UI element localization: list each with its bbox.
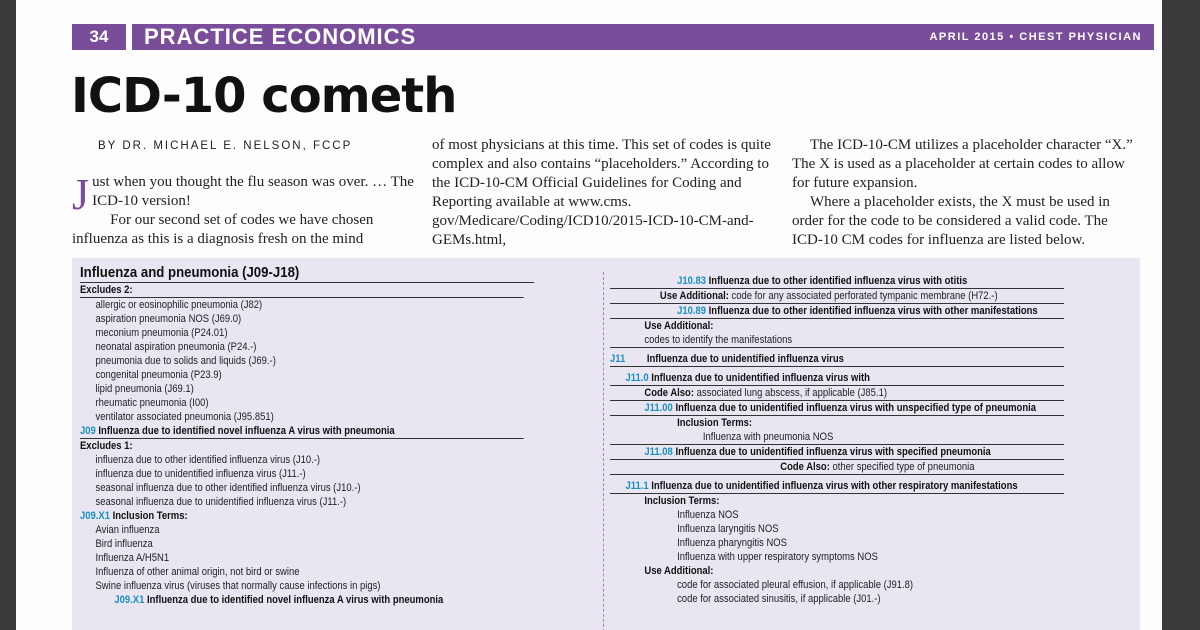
code-also-text: other specified type of pneumonia (832, 461, 975, 473)
code: J11.1 (625, 480, 649, 492)
list-item: Influenza NOS (677, 509, 739, 521)
byline: BY DR. MICHAEL E. NELSON, FCCP (98, 140, 353, 152)
list-item: allergic or eosinophilic pneumonia (J82) (95, 299, 263, 311)
list-item: congenital pneumonia (P23.9) (95, 369, 222, 381)
code-row-j1108 (610, 445, 1064, 460)
list-item: aspiration pneumonia NOS (J69.0) (95, 313, 242, 325)
use-additional-list (610, 578, 1138, 606)
code-row-j111 (610, 479, 1064, 494)
code-description: Influenza due to identified novel influenza A virus with pneumonia (147, 594, 444, 606)
inclusion-text: Influenza with pneumonia NOS (610, 430, 1064, 445)
list-item: neonatal aspiration pneumonia (P24.-) (95, 341, 257, 353)
code-row-j1083 (610, 274, 1064, 289)
list-item: pneumonia due to solids and liquids (J69.-) (95, 355, 276, 367)
code: J11.00 (644, 402, 673, 414)
list-item: Influenza pharyngitis NOS (677, 537, 787, 549)
list-item: code for associated sinusitis, if applicable (J01.-) (677, 593, 881, 605)
use-additional-label: Use Additional: (644, 565, 714, 577)
magazine-page (16, 0, 1162, 630)
code-row-j09 (80, 424, 524, 439)
article-column-1 (72, 170, 416, 249)
inclusion-label: Inclusion Terms: (644, 495, 720, 507)
code-also-text: associated lung abscess, if applicable (J85.1) (696, 387, 887, 399)
code-row-j09x1-pneumonia (80, 593, 524, 607)
code-row-j09x1 (80, 509, 524, 523)
article-column-2 (432, 136, 776, 250)
table-right-column (610, 274, 1138, 606)
list-item: seasonal influenza due to other identified influenza virus (J10.-) (95, 482, 361, 494)
use-additional-text: code for any associated perforated tympanic membrane (H72.-) (731, 290, 998, 302)
list-item: code for associated pleural effusion, if applicable (J91.8) (677, 579, 914, 591)
code: J10.83 (677, 275, 707, 287)
excludes-label: Excludes 2: (80, 283, 524, 298)
code: J09.X1 (80, 510, 110, 522)
list-item: seasonal influenza due to unidentified influenza virus (J11.-) (95, 496, 347, 508)
use-additional-row (610, 289, 1064, 304)
code-description: Influenza due to unidentified influenza virus with (651, 372, 870, 384)
code: J09.X1 (114, 594, 145, 606)
excludes-label: Excludes 1: (80, 440, 133, 452)
paragraph: Where a placeholder exists, the X must be used in order for the code to be considered a valid code. The ICD-10 CM codes for influenza are listed below. (792, 194, 1110, 248)
drop-cap: J (72, 170, 90, 219)
list-item: Swine influenza virus (viruses that normally cause infections in pigs) (95, 580, 381, 592)
code-also-label: Code Also: (644, 387, 694, 399)
code-description: Influenza due to other identified influenza virus with other manifestations (708, 305, 1038, 317)
list-item: influenza due to unidentified influenza virus (J11.-) (95, 468, 306, 480)
code-row-j110 (610, 371, 1064, 386)
code-row-j1089 (610, 304, 1064, 319)
list-item: ventilator associated pneumonia (J95.851) (95, 411, 274, 423)
paragraph: For our second set of codes we have chosen influenza as this is a diagnosis fresh on the mind (72, 212, 374, 247)
code-description: Influenza due to unidentified influenza virus with other respiratory manifestations (651, 480, 1018, 492)
list-item: Avian influenza (95, 524, 160, 536)
code-description: Influenza due to unidentified influenza virus with specified pneumonia (675, 446, 991, 458)
code-description: Influenza due to other identified influenza virus with otitis (708, 275, 968, 287)
list-item: meconium pneumonia (P24.01) (95, 327, 228, 339)
code: J11 (610, 353, 626, 365)
use-additional-text: codes to identify the manifestations (610, 333, 1064, 348)
table-title: Influenza and pneumonia (J09-J18) (80, 264, 534, 283)
code: J11.0 (625, 372, 649, 384)
column-divider (603, 272, 604, 630)
code-also-label: Code Also: (780, 461, 830, 473)
list-item: Influenza with upper respiratory symptoms NOS (677, 551, 878, 563)
list-item: lipid pneumonia (J69.1) (95, 383, 194, 395)
page-number: 34 (72, 24, 126, 50)
paragraph: ust when you thought the flu season was over. … The ICD-10 version! (92, 174, 414, 209)
paragraph: of most physicians at this time. This set of codes is quite complex and also contains “placeholders.” According to the ICD-10-CM Official Guidelines for Coding and Reporting available at www.cms. gov/Medicare/Coding/ICD10/2015-ICD-10-CM-and-GEMs.html, (432, 137, 771, 248)
section-title: PRACTICE ECONOMICS (144, 24, 417, 49)
code: J10.89 (677, 305, 707, 317)
code-also-row (610, 460, 1064, 475)
list-item: Bird influenza (95, 538, 153, 550)
list-item: Influenza of other animal origin, not bird or swine (95, 566, 300, 578)
issue-label: APRIL 2015 • CHEST PHYSICIAN (929, 31, 1142, 43)
list-item: Influenza laryngitis NOS (677, 523, 779, 535)
list-item: rheumatic pneumonia (I00) (95, 397, 209, 409)
list-item: influenza due to other identified influenza virus (J10.-) (95, 454, 321, 466)
code-description: Influenza due to identified novel influenza A virus with pneumonia (98, 425, 395, 437)
code: J11.08 (644, 446, 673, 458)
table-left-column (80, 264, 596, 607)
code-row-j11 (610, 352, 1064, 367)
list-item: Influenza A/H5N1 (95, 552, 170, 564)
excludes1-list (80, 453, 596, 509)
code: J09 (80, 425, 96, 437)
code-description: Influenza due to unidentified influenza virus (646, 353, 844, 365)
use-additional-label: Use Additional: (659, 290, 729, 302)
paragraph: The ICD-10-CM utilizes a placeholder character “X.” The X is used as a placeholder at certain codes to allow for future expansion. (792, 137, 1133, 191)
section-banner (132, 24, 1154, 50)
use-additional-label: Use Additional: (644, 320, 714, 332)
icd10-code-table (72, 258, 1140, 630)
excludes2-list (80, 298, 596, 424)
inclusion-list (610, 508, 1138, 564)
code-description: Influenza due to unidentified influenza virus with unspecified type of pneumonia (675, 402, 1037, 414)
inclusion-label: Inclusion Terms: (112, 510, 188, 522)
article-column-3 (792, 136, 1136, 250)
headline: ICD-10 cometh (71, 68, 457, 124)
code-also-row (610, 386, 1064, 401)
code-row-j1100 (610, 401, 1064, 416)
inclusion-label: Inclusion Terms: (677, 417, 753, 429)
inclusion-list (80, 523, 596, 593)
